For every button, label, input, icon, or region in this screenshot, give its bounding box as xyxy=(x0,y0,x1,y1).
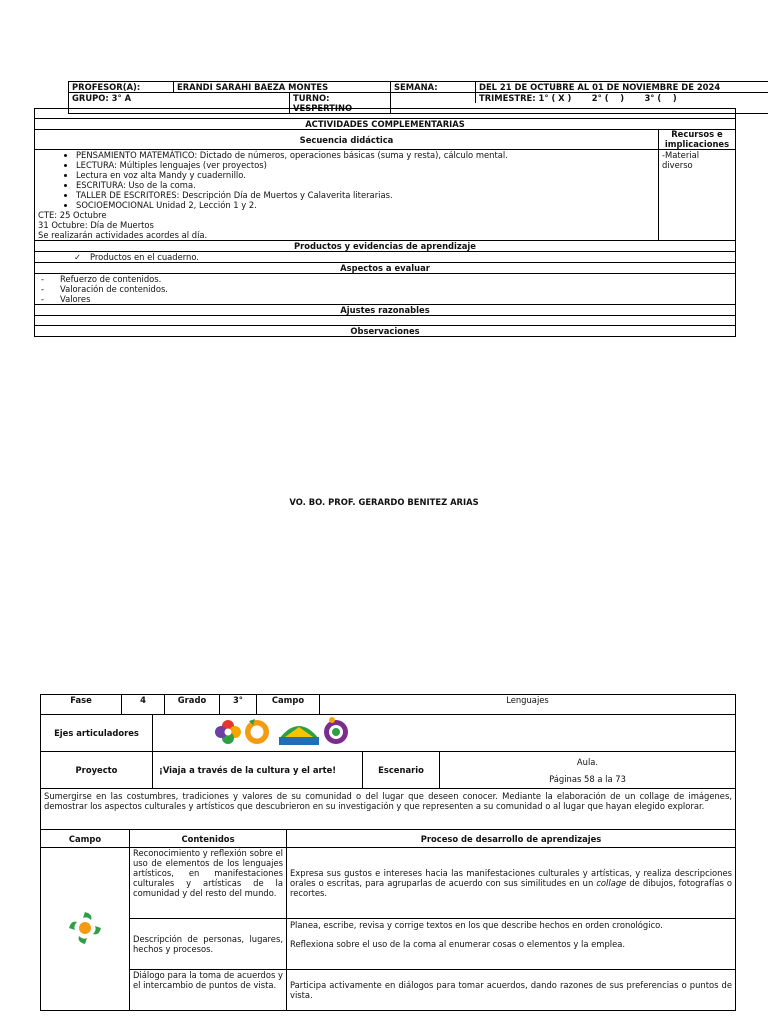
list-item: • ESCRITURA: Uso de la coma. xyxy=(76,180,655,190)
productos-label: Productos y evidencias de aprendizaje xyxy=(35,241,736,252)
secuencia-content xyxy=(35,150,659,241)
col-contenidos: Contenidos xyxy=(130,830,287,848)
observaciones-label: Observaciones xyxy=(35,326,736,337)
signature-line: VO. BO. PROF. GERARDO BENITEZ ARIAS xyxy=(289,497,479,507)
ajustes-label: Ajustes razonables xyxy=(35,305,736,316)
list-item: - Valores xyxy=(41,294,732,304)
escenario-line2: Páginas 58 a la 73 xyxy=(549,773,626,784)
recursos-content: -Material diverso xyxy=(659,150,736,241)
fase-value: 4 xyxy=(122,695,165,714)
proceso-2: Planea, escribe, revisa y corrige textos en los que describe hechos en orden cronológico. Reflexiona sobre el uso de la coma al enumerar cosas o elementos y la emplea. xyxy=(287,919,736,970)
escenario-label: Escenario xyxy=(363,752,440,788)
profesor-value: ERANDI SARAHI BAEZA MONTES xyxy=(174,82,391,93)
list-item: • LECTURA: Múltiples lenguajes (ver proyectos) xyxy=(76,160,655,170)
campo-label: Campo xyxy=(257,695,320,714)
ejes-icons-svg xyxy=(215,715,355,749)
aspectos-label: Aspectos a evaluar xyxy=(35,263,736,274)
semana-value: DEL 21 DE OCTUBRE AL 01 DE NOVIEMBRE DE 2024 xyxy=(476,82,768,93)
list-item: ✓ Productos en el cuaderno. xyxy=(74,252,732,262)
aspectos-content xyxy=(35,274,736,305)
grado-value: 3° xyxy=(220,695,257,714)
campo-icon-cell xyxy=(41,848,130,1011)
fase-label: Fase xyxy=(41,695,122,714)
activities-table xyxy=(34,108,736,337)
secuencia-label: Secuencia didáctica xyxy=(35,130,659,150)
list-item: - Valoración de contenidos. xyxy=(41,284,732,294)
ejes-icons xyxy=(153,715,736,751)
plan-table xyxy=(40,694,736,1011)
proyecto-label: Proyecto xyxy=(41,752,153,788)
list-item: • SOCIOEMOCIONAL Unidad 2, Lección 1 y 2. xyxy=(76,200,655,210)
ejes-label: Ejes articuladores xyxy=(41,715,153,751)
contenido-1: Reconocimiento y reflexión sobre el uso de elementos de los lenguajes artísticos, en manifestaciones culturales y artísticas de la comunidad y del resto del mundo. xyxy=(130,848,287,919)
semana-label: SEMANA: xyxy=(391,82,476,93)
col-campo: Campo xyxy=(41,830,130,848)
col-proceso: Proceso de desarrollo de aprendizajes xyxy=(287,830,736,848)
note-actividades: Se realizarán actividades acordes al día. xyxy=(38,230,208,240)
list-item: • PENSAMIENTO MATEMÁTICO: Dictado de números, operaciones básicas (suma y resta), cálculo mental. xyxy=(76,150,655,160)
list-item: • Lectura en voz alta Mandy y cuadernillo. xyxy=(76,170,655,180)
recursos-label: Recursos e implicaciones xyxy=(659,130,736,150)
profesor-label: PROFESOR(A): xyxy=(69,82,174,93)
list-item: • TALLER DE ESCRITORES: Descripción Día de Muertos y Calaverita literarias. xyxy=(76,190,655,200)
living-healthy-icon xyxy=(324,717,348,744)
critical-thinking-icon xyxy=(245,719,269,744)
contenido-3: Diálogo para la toma de acuerdos y el intercambio de puntos de vista. xyxy=(130,970,287,1011)
proceso-1: Expresa sus gustos e intereses hacia las manifestaciones culturales y artísticas, y realiza descripciones orales o escritas, para agruparlas de acuerdo con sus similitudes en un collage de dibujos, fotografías o recortes. xyxy=(287,848,736,919)
productos-content xyxy=(35,252,736,263)
campo-value: Lenguajes xyxy=(506,695,549,705)
note-cte: CTE: 25 Octubre xyxy=(38,210,107,220)
grado-label: Grado xyxy=(165,695,220,714)
proceso-3: Participa activamente en diálogos para tomar acuerdos, dando razones de sus preferencias o puntos de vista. xyxy=(287,970,736,1011)
inclusion-icon xyxy=(215,720,241,744)
escenario-line1: Aula. xyxy=(576,756,599,767)
grupo-text: GRUPO: 3° A xyxy=(69,93,290,113)
project-description: Sumergirse en las costumbres, tradiciones y valores de su comunidad o del lugar que deseen conocer. Mediante la elaboración de un collage de imágenes, demostrar los aspectos culturales y artísticos que descubrieron en su investigación y que representen a su comunidad o al lugar que hayan elegido explorar. xyxy=(41,789,736,830)
turno-text: TURNO: VESPERTINO xyxy=(293,93,353,113)
interculturality-icon xyxy=(279,726,319,745)
list-item: - Refuerzo de contenidos. xyxy=(41,274,732,284)
trimestre-text: TRIMESTRE: 1° ( X ) 2° ( ) 3° ( ) xyxy=(479,93,677,103)
contenido-2: Descripción de personas, lugares, hechos y procesos. xyxy=(130,919,287,970)
lenguajes-icon xyxy=(65,908,105,948)
note-muertos: 31 Octubre: Día de Muertos xyxy=(38,220,154,230)
activities-title: ACTIVIDADES COMPLEMENTARIAS xyxy=(35,119,736,130)
activities-list xyxy=(38,150,655,210)
proyecto-value: ¡Viaja a través de la cultura y el arte! xyxy=(153,752,363,788)
